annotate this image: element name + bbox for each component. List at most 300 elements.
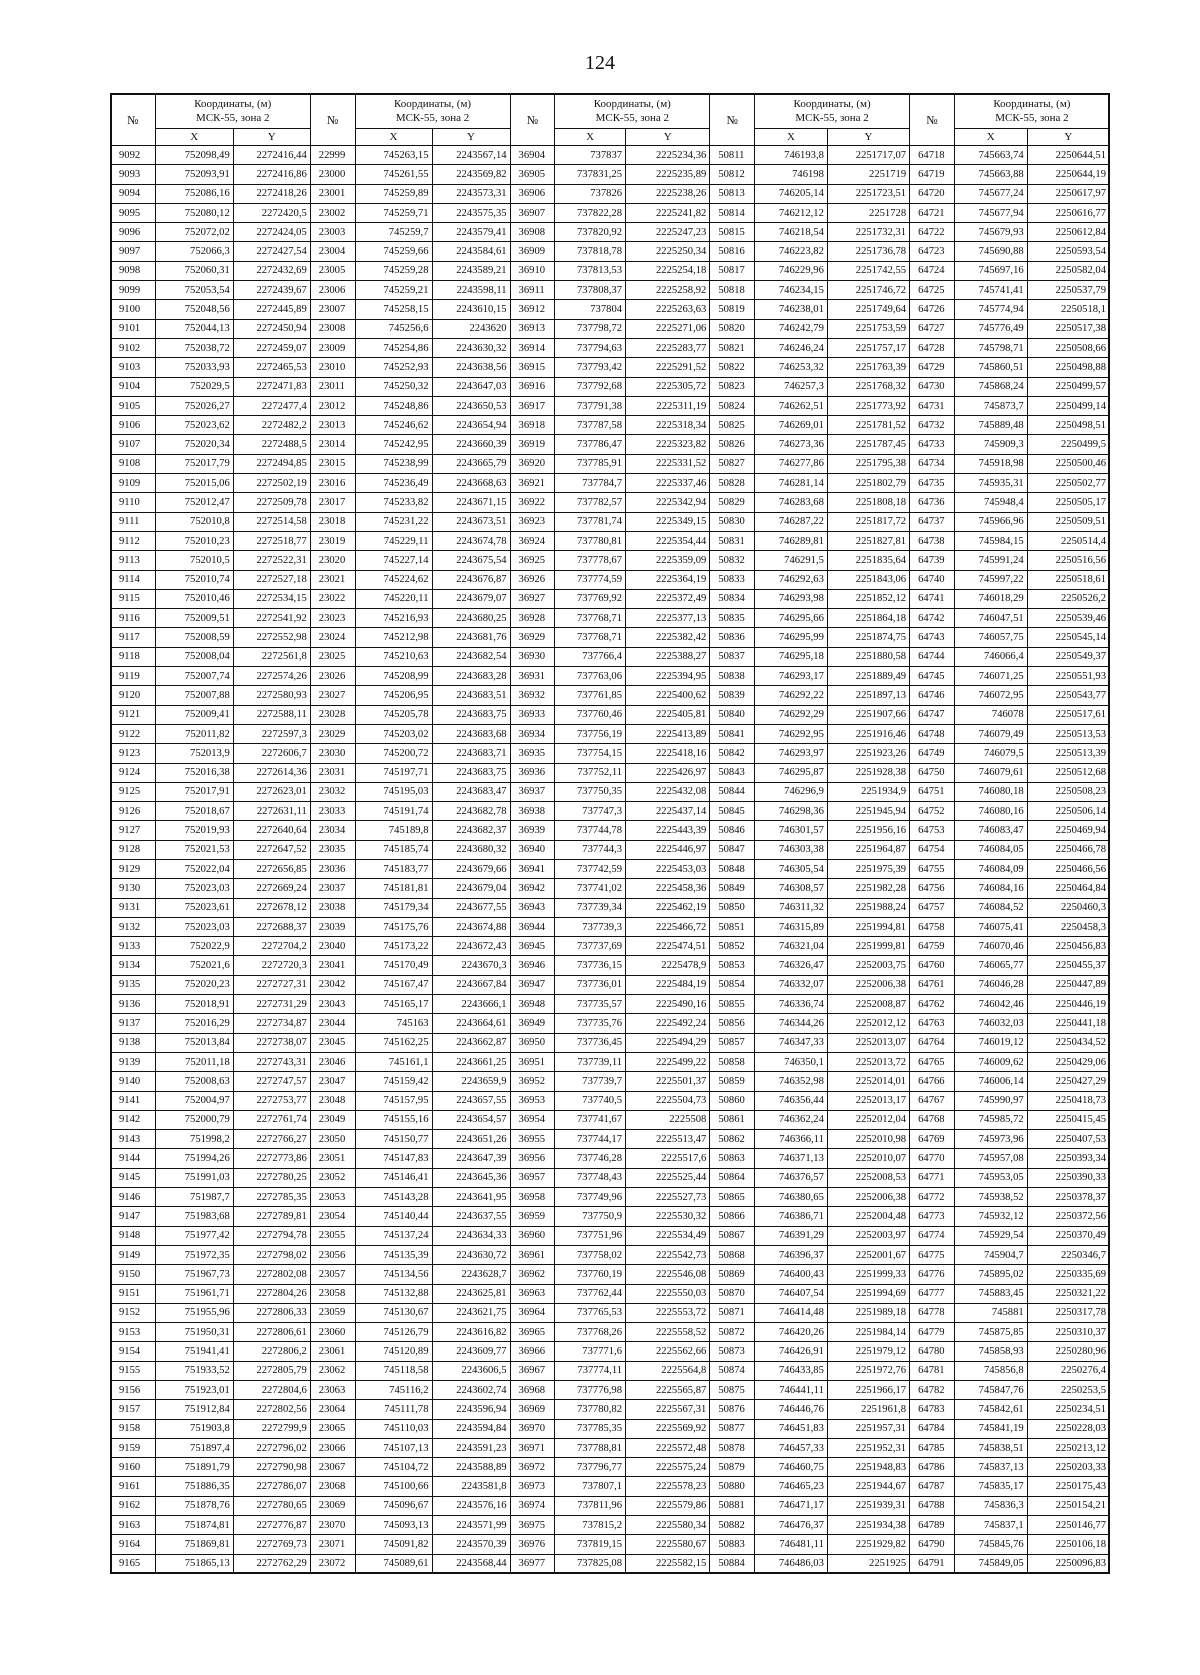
table-row xyxy=(111,1381,1110,1400)
x-coordinate-cell: 752015,06 xyxy=(155,474,233,493)
x-coordinate-cell: 745836,3 xyxy=(954,1496,1027,1515)
table-row xyxy=(111,261,1110,280)
x-coordinate-cell: 746295,18 xyxy=(755,647,828,666)
point-number-cell: 36970 xyxy=(510,1419,555,1438)
point-number-cell: 50876 xyxy=(710,1400,755,1419)
y-coordinate-cell: 2272552,98 xyxy=(233,628,310,647)
point-number-cell: 50878 xyxy=(710,1438,755,1457)
y-coordinate-cell: 2251852,12 xyxy=(827,589,909,608)
x-coordinate-cell: 745774,94 xyxy=(954,300,1027,319)
x-coordinate-cell: 746205,14 xyxy=(755,184,828,203)
point-number-cell: 9158 xyxy=(111,1419,156,1438)
x-coordinate-cell: 737769,92 xyxy=(555,589,626,608)
point-number-cell: 50866 xyxy=(710,1207,755,1226)
point-number-cell: 36976 xyxy=(510,1535,555,1554)
y-coordinate-cell: 2272427,54 xyxy=(233,242,310,261)
y-coordinate-cell: 2251843,06 xyxy=(827,570,909,589)
point-number-cell: 23011 xyxy=(310,377,355,396)
x-coordinate-cell: 746066,4 xyxy=(954,647,1027,666)
x-coordinate-cell: 752009,41 xyxy=(155,705,233,724)
y-coordinate-cell: 2272614,36 xyxy=(233,763,310,782)
y-coordinate-cell: 2250551,93 xyxy=(1027,667,1109,686)
header-number-cell: № xyxy=(710,94,755,146)
table-row xyxy=(111,1477,1110,1496)
table-row xyxy=(111,223,1110,242)
x-coordinate-cell: 737750,9 xyxy=(555,1207,626,1226)
point-number-cell: 50841 xyxy=(710,724,755,743)
x-coordinate-cell: 752080,12 xyxy=(155,203,233,222)
y-coordinate-cell: 2243668,63 xyxy=(432,474,510,493)
x-coordinate-cell: 751972,35 xyxy=(155,1245,233,1264)
point-number-cell: 64757 xyxy=(910,898,955,917)
point-number-cell: 36920 xyxy=(510,454,555,473)
y-coordinate-cell: 2252010,98 xyxy=(827,1130,909,1149)
y-coordinate-cell: 2243672,43 xyxy=(432,937,510,956)
point-number-cell: 23065 xyxy=(310,1419,355,1438)
y-coordinate-cell: 2250617,97 xyxy=(1027,184,1109,203)
x-coordinate-cell: 746242,79 xyxy=(755,319,828,338)
header-coordinate-system: МСК-55, зона 2 xyxy=(995,112,1069,124)
x-coordinate-cell: 752008,04 xyxy=(155,647,233,666)
point-number-cell: 9093 xyxy=(111,165,156,184)
y-coordinate-cell: 2251916,46 xyxy=(827,724,909,743)
y-coordinate-cell: 2225517,6 xyxy=(626,1149,710,1168)
x-coordinate-cell: 752060,31 xyxy=(155,261,233,280)
header-coordinate-system: МСК-55, зона 2 xyxy=(196,112,270,124)
x-coordinate-cell: 752017,79 xyxy=(155,454,233,473)
point-number-cell: 36974 xyxy=(510,1496,555,1515)
y-coordinate-cell: 2272488,5 xyxy=(233,435,310,454)
table-row xyxy=(111,995,1110,1014)
y-coordinate-cell: 2225400,62 xyxy=(626,686,710,705)
x-coordinate-cell: 751983,68 xyxy=(155,1207,233,1226)
y-coordinate-cell: 2225446,97 xyxy=(626,840,710,859)
point-number-cell: 50880 xyxy=(710,1477,755,1496)
point-number-cell: 50819 xyxy=(710,300,755,319)
y-coordinate-cell: 2225342,94 xyxy=(626,493,710,512)
y-coordinate-cell: 2225466,72 xyxy=(626,917,710,936)
point-number-cell: 23027 xyxy=(310,686,355,705)
y-coordinate-cell: 2243677,55 xyxy=(432,898,510,917)
y-coordinate-cell: 2272780,65 xyxy=(233,1496,310,1515)
y-coordinate-cell: 2250276,4 xyxy=(1027,1361,1109,1380)
point-number-cell: 9156 xyxy=(111,1381,156,1400)
point-number-cell: 36956 xyxy=(510,1149,555,1168)
point-number-cell: 50838 xyxy=(710,667,755,686)
x-coordinate-cell: 746032,03 xyxy=(954,1014,1027,1033)
point-number-cell: 64734 xyxy=(910,454,955,473)
x-coordinate-cell: 745741,41 xyxy=(954,281,1027,300)
table-row xyxy=(111,589,1110,608)
point-number-cell: 9096 xyxy=(111,223,156,242)
y-coordinate-cell: 2272432,69 xyxy=(233,261,310,280)
y-coordinate-cell: 2250508,23 xyxy=(1027,782,1109,801)
point-number-cell: 23067 xyxy=(310,1458,355,1477)
point-number-cell: 36906 xyxy=(510,184,555,203)
table-row xyxy=(111,338,1110,357)
x-coordinate-cell: 752018,67 xyxy=(155,802,233,821)
y-coordinate-cell: 2251763,39 xyxy=(827,358,909,377)
y-coordinate-cell: 2251719 xyxy=(827,165,909,184)
point-number-cell: 36908 xyxy=(510,223,555,242)
point-number-cell: 9127 xyxy=(111,821,156,840)
x-coordinate-cell: 745248,86 xyxy=(355,396,432,415)
x-coordinate-cell: 752010,5 xyxy=(155,551,233,570)
x-coordinate-cell: 745231,22 xyxy=(355,512,432,531)
y-coordinate-cell: 2243588,89 xyxy=(432,1458,510,1477)
table-row xyxy=(111,1245,1110,1264)
y-coordinate-cell: 2251923,26 xyxy=(827,744,909,763)
y-coordinate-cell: 2243579,41 xyxy=(432,223,510,242)
point-number-cell: 9136 xyxy=(111,995,156,1014)
point-number-cell: 64724 xyxy=(910,261,955,280)
point-number-cell: 36930 xyxy=(510,647,555,666)
y-coordinate-cell: 2272420,5 xyxy=(233,203,310,222)
y-coordinate-cell: 2252012,04 xyxy=(827,1110,909,1129)
y-coordinate-cell: 2250234,51 xyxy=(1027,1400,1109,1419)
point-number-cell: 50863 xyxy=(710,1149,755,1168)
y-coordinate-cell: 2250446,19 xyxy=(1027,995,1109,1014)
point-number-cell: 9100 xyxy=(111,300,156,319)
point-number-cell: 9097 xyxy=(111,242,156,261)
point-number-cell: 9117 xyxy=(111,628,156,647)
point-number-cell: 9109 xyxy=(111,474,156,493)
y-coordinate-cell: 2243594,84 xyxy=(432,1419,510,1438)
point-number-cell: 50850 xyxy=(710,898,755,917)
point-number-cell: 36951 xyxy=(510,1052,555,1071)
point-number-cell: 36904 xyxy=(510,146,555,165)
y-coordinate-cell: 2272688,37 xyxy=(233,917,310,936)
point-number-cell: 64765 xyxy=(910,1052,955,1071)
x-coordinate-cell: 737794,63 xyxy=(555,338,626,357)
point-number-cell: 36955 xyxy=(510,1130,555,1149)
y-coordinate-cell: 2252003,75 xyxy=(827,956,909,975)
y-coordinate-cell: 2250644,51 xyxy=(1027,146,1109,165)
y-coordinate-cell: 2272798,02 xyxy=(233,1245,310,1264)
table-row xyxy=(111,435,1110,454)
y-coordinate-cell: 2272720,3 xyxy=(233,956,310,975)
point-number-cell: 36945 xyxy=(510,937,555,956)
point-number-cell: 64754 xyxy=(910,840,955,859)
y-coordinate-cell: 2272656,85 xyxy=(233,859,310,878)
x-coordinate-cell: 745663,74 xyxy=(954,146,1027,165)
table-row xyxy=(111,1400,1110,1419)
point-number-cell: 9164 xyxy=(111,1535,156,1554)
x-coordinate-cell: 737798,72 xyxy=(555,319,626,338)
x-coordinate-cell: 745948,4 xyxy=(954,493,1027,512)
y-coordinate-cell: 2251952,31 xyxy=(827,1438,909,1457)
x-coordinate-cell: 737746,28 xyxy=(555,1149,626,1168)
y-coordinate-cell: 2225238,26 xyxy=(626,184,710,203)
y-coordinate-cell: 2251787,45 xyxy=(827,435,909,454)
y-coordinate-cell: 2243569,82 xyxy=(432,165,510,184)
x-coordinate-cell: 752004,97 xyxy=(155,1091,233,1110)
y-coordinate-cell: 2272597,3 xyxy=(233,724,310,743)
point-number-cell: 23004 xyxy=(310,242,355,261)
header-number-cell: № xyxy=(310,94,355,146)
y-coordinate-cell: 2225372,49 xyxy=(626,589,710,608)
x-coordinate-cell: 745663,88 xyxy=(954,165,1027,184)
point-number-cell: 36926 xyxy=(510,570,555,589)
x-coordinate-cell: 745677,94 xyxy=(954,203,1027,222)
point-number-cell: 50870 xyxy=(710,1284,755,1303)
x-coordinate-cell: 752010,46 xyxy=(155,589,233,608)
point-number-cell: 64769 xyxy=(910,1130,955,1149)
y-coordinate-cell: 2272773,86 xyxy=(233,1149,310,1168)
x-coordinate-cell: 745984,15 xyxy=(954,531,1027,550)
point-number-cell: 50877 xyxy=(710,1419,755,1438)
y-coordinate-cell: 2272790,98 xyxy=(233,1458,310,1477)
x-coordinate-cell: 737735,76 xyxy=(555,1014,626,1033)
y-coordinate-cell: 2250335,69 xyxy=(1027,1265,1109,1284)
point-number-cell: 64781 xyxy=(910,1361,955,1380)
point-number-cell: 50821 xyxy=(710,338,755,357)
x-coordinate-cell: 745259,71 xyxy=(355,203,432,222)
point-number-cell: 36954 xyxy=(510,1110,555,1129)
point-number-cell: 9095 xyxy=(111,203,156,222)
y-coordinate-cell: 2243659,9 xyxy=(432,1072,510,1091)
x-coordinate-cell: 752011,18 xyxy=(155,1052,233,1071)
y-coordinate-cell: 2225377,13 xyxy=(626,609,710,628)
y-coordinate-cell: 2225564,8 xyxy=(626,1361,710,1380)
table-row xyxy=(111,1516,1110,1535)
x-coordinate-cell: 746386,71 xyxy=(755,1207,828,1226)
point-number-cell: 23013 xyxy=(310,416,355,435)
y-coordinate-cell: 2250502,77 xyxy=(1027,474,1109,493)
x-coordinate-cell: 746293,17 xyxy=(755,667,828,686)
x-coordinate-cell: 751886,35 xyxy=(155,1477,233,1496)
point-number-cell: 64738 xyxy=(910,531,955,550)
y-coordinate-cell: 2251948,83 xyxy=(827,1458,909,1477)
x-coordinate-cell: 752053,54 xyxy=(155,281,233,300)
x-coordinate-cell: 746006,14 xyxy=(954,1072,1027,1091)
y-coordinate-cell: 2250500,46 xyxy=(1027,454,1109,473)
point-number-cell: 50861 xyxy=(710,1110,755,1129)
x-coordinate-cell: 746079,5 xyxy=(954,744,1027,763)
x-coordinate-cell: 745242,95 xyxy=(355,435,432,454)
table-row xyxy=(111,917,1110,936)
y-coordinate-cell: 2251808,18 xyxy=(827,493,909,512)
point-number-cell: 9126 xyxy=(111,802,156,821)
x-coordinate-cell: 746080,16 xyxy=(954,802,1027,821)
point-number-cell: 64736 xyxy=(910,493,955,512)
x-coordinate-cell: 746084,05 xyxy=(954,840,1027,859)
point-number-cell: 36929 xyxy=(510,628,555,647)
point-number-cell: 64755 xyxy=(910,859,955,878)
y-coordinate-cell: 2272477,4 xyxy=(233,396,310,415)
x-coordinate-cell: 752072,02 xyxy=(155,223,233,242)
y-coordinate-cell: 2272416,44 xyxy=(233,146,310,165)
y-coordinate-cell: 2243679,07 xyxy=(432,589,510,608)
x-coordinate-cell: 737776,98 xyxy=(555,1381,626,1400)
x-coordinate-cell: 737819,15 xyxy=(555,1535,626,1554)
table-row xyxy=(111,146,1110,165)
x-coordinate-cell: 746287,22 xyxy=(755,512,828,531)
point-number-cell: 23064 xyxy=(310,1400,355,1419)
y-coordinate-cell: 2243589,21 xyxy=(432,261,510,280)
point-number-cell: 9153 xyxy=(111,1323,156,1342)
y-coordinate-cell: 2225241,82 xyxy=(626,203,710,222)
y-coordinate-cell: 2250280,96 xyxy=(1027,1342,1109,1361)
table-row xyxy=(111,454,1110,473)
point-number-cell: 64777 xyxy=(910,1284,955,1303)
x-coordinate-cell: 745935,31 xyxy=(954,474,1027,493)
header-number-cell: № xyxy=(910,94,955,146)
y-coordinate-cell: 2243681,76 xyxy=(432,628,510,647)
y-coordinate-cell: 2225354,44 xyxy=(626,531,710,550)
y-coordinate-cell: 2272631,11 xyxy=(233,802,310,821)
point-number-cell: 36971 xyxy=(510,1438,555,1457)
point-number-cell: 23021 xyxy=(310,570,355,589)
y-coordinate-cell: 2243667,84 xyxy=(432,975,510,994)
x-coordinate-cell: 745146,41 xyxy=(355,1168,432,1187)
y-coordinate-cell: 2251994,81 xyxy=(827,917,909,936)
y-coordinate-cell: 2225250,34 xyxy=(626,242,710,261)
x-coordinate-cell: 751933,52 xyxy=(155,1361,233,1380)
x-coordinate-cell: 745120,89 xyxy=(355,1342,432,1361)
point-number-cell: 23041 xyxy=(310,956,355,975)
x-coordinate-cell: 746212,12 xyxy=(755,203,828,222)
x-coordinate-cell: 745858,93 xyxy=(954,1342,1027,1361)
y-coordinate-cell: 2225565,87 xyxy=(626,1381,710,1400)
y-coordinate-cell: 2225542,73 xyxy=(626,1245,710,1264)
point-number-cell: 50872 xyxy=(710,1323,755,1342)
point-number-cell: 23018 xyxy=(310,512,355,531)
x-coordinate-cell: 737758,02 xyxy=(555,1245,626,1264)
table-row xyxy=(111,1130,1110,1149)
x-coordinate-cell: 746253,32 xyxy=(755,358,828,377)
point-number-cell: 50818 xyxy=(710,281,755,300)
point-number-cell: 64728 xyxy=(910,338,955,357)
y-coordinate-cell: 2250458,3 xyxy=(1027,917,1109,936)
x-coordinate-cell: 752023,61 xyxy=(155,898,233,917)
point-number-cell: 64772 xyxy=(910,1188,955,1207)
point-number-cell: 9094 xyxy=(111,184,156,203)
x-coordinate-cell: 746080,18 xyxy=(954,782,1027,801)
table-row xyxy=(111,1284,1110,1303)
point-number-cell: 36940 xyxy=(510,840,555,859)
point-number-cell: 23063 xyxy=(310,1381,355,1400)
x-coordinate-cell: 746234,15 xyxy=(755,281,828,300)
y-coordinate-cell: 2251957,31 xyxy=(827,1419,909,1438)
y-coordinate-cell: 2251717,07 xyxy=(827,146,909,165)
x-coordinate-cell: 751941,41 xyxy=(155,1342,233,1361)
y-coordinate-cell: 2272509,78 xyxy=(233,493,310,512)
x-coordinate-cell: 745208,99 xyxy=(355,667,432,686)
header-coordinates-title: Координаты, (м) xyxy=(593,98,671,110)
y-coordinate-cell: 2250539,46 xyxy=(1027,609,1109,628)
y-coordinate-cell: 2243581,8 xyxy=(432,1477,510,1496)
y-coordinate-cell: 2225501,37 xyxy=(626,1072,710,1091)
table-row xyxy=(111,1033,1110,1052)
x-coordinate-cell: 752033,93 xyxy=(155,358,233,377)
x-coordinate-cell: 752026,27 xyxy=(155,396,233,415)
x-coordinate-cell: 752016,38 xyxy=(155,763,233,782)
x-coordinate-cell: 737760,46 xyxy=(555,705,626,724)
table-row xyxy=(111,1535,1110,1554)
point-number-cell: 23002 xyxy=(310,203,355,222)
y-coordinate-cell: 2272806,2 xyxy=(233,1342,310,1361)
y-coordinate-cell: 2250455,37 xyxy=(1027,956,1109,975)
point-number-cell: 64727 xyxy=(910,319,955,338)
x-coordinate-cell: 751923,01 xyxy=(155,1381,233,1400)
x-coordinate-cell: 745697,16 xyxy=(954,261,1027,280)
y-coordinate-cell: 2250203,33 xyxy=(1027,1458,1109,1477)
y-coordinate-cell: 2243620 xyxy=(432,319,510,338)
x-coordinate-cell: 737749,96 xyxy=(555,1188,626,1207)
table-row xyxy=(111,551,1110,570)
x-coordinate-cell: 752021,6 xyxy=(155,956,233,975)
x-coordinate-cell: 746018,29 xyxy=(954,589,1027,608)
point-number-cell: 36921 xyxy=(510,474,555,493)
x-coordinate-cell: 745137,24 xyxy=(355,1226,432,1245)
x-coordinate-cell: 745918,98 xyxy=(954,454,1027,473)
point-number-cell: 64782 xyxy=(910,1381,955,1400)
y-coordinate-cell: 2251781,52 xyxy=(827,416,909,435)
x-coordinate-cell: 746075,41 xyxy=(954,917,1027,936)
point-number-cell: 23019 xyxy=(310,531,355,550)
y-coordinate-cell: 2272743,31 xyxy=(233,1052,310,1071)
x-coordinate-cell: 745107,13 xyxy=(355,1438,432,1457)
point-number-cell: 50845 xyxy=(710,802,755,821)
table-row xyxy=(111,802,1110,821)
y-coordinate-cell: 2243670,3 xyxy=(432,956,510,975)
y-coordinate-cell: 2243671,15 xyxy=(432,493,510,512)
point-number-cell: 64780 xyxy=(910,1342,955,1361)
y-coordinate-cell: 2251757,17 xyxy=(827,338,909,357)
point-number-cell: 23009 xyxy=(310,338,355,357)
y-coordinate-cell: 2250456,83 xyxy=(1027,937,1109,956)
x-coordinate-cell: 745089,61 xyxy=(355,1554,432,1573)
x-coordinate-cell: 737739,3 xyxy=(555,917,626,936)
x-coordinate-cell: 746291,5 xyxy=(755,551,828,570)
header-coordinates-cell xyxy=(355,94,510,129)
y-coordinate-cell: 2243657,55 xyxy=(432,1091,510,1110)
y-coordinate-cell: 2251802,79 xyxy=(827,474,909,493)
point-number-cell: 9112 xyxy=(111,531,156,550)
y-coordinate-cell: 2272465,53 xyxy=(233,358,310,377)
y-coordinate-cell: 2251999,81 xyxy=(827,937,909,956)
table-row xyxy=(111,1091,1110,1110)
y-coordinate-cell: 2225534,49 xyxy=(626,1226,710,1245)
point-number-cell: 9144 xyxy=(111,1149,156,1168)
point-number-cell: 36959 xyxy=(510,1207,555,1226)
y-coordinate-cell: 2272534,15 xyxy=(233,589,310,608)
point-number-cell: 36973 xyxy=(510,1477,555,1496)
y-coordinate-cell: 2225318,34 xyxy=(626,416,710,435)
table-row xyxy=(111,647,1110,666)
x-coordinate-cell: 751874,81 xyxy=(155,1516,233,1535)
x-coordinate-cell: 737793,42 xyxy=(555,358,626,377)
y-coordinate-cell: 2272766,27 xyxy=(233,1130,310,1149)
x-coordinate-cell: 737742,59 xyxy=(555,859,626,878)
x-coordinate-cell: 746298,36 xyxy=(755,802,828,821)
x-coordinate-cell: 752020,23 xyxy=(155,975,233,994)
x-coordinate-cell: 746347,33 xyxy=(755,1033,828,1052)
x-coordinate-cell: 745841,19 xyxy=(954,1419,1027,1438)
y-coordinate-cell: 2225490,16 xyxy=(626,995,710,1014)
x-coordinate-cell: 745909,3 xyxy=(954,435,1027,454)
header-coordinate-system: МСК-55, зона 2 xyxy=(795,112,869,124)
y-coordinate-cell: 2225530,32 xyxy=(626,1207,710,1226)
y-coordinate-cell: 2272574,26 xyxy=(233,667,310,686)
point-number-cell: 9150 xyxy=(111,1265,156,1284)
y-coordinate-cell: 2250464,84 xyxy=(1027,879,1109,898)
y-coordinate-cell: 2272796,02 xyxy=(233,1438,310,1457)
point-number-cell: 23048 xyxy=(310,1091,355,1110)
point-number-cell: 9157 xyxy=(111,1400,156,1419)
point-number-cell: 64787 xyxy=(910,1477,955,1496)
